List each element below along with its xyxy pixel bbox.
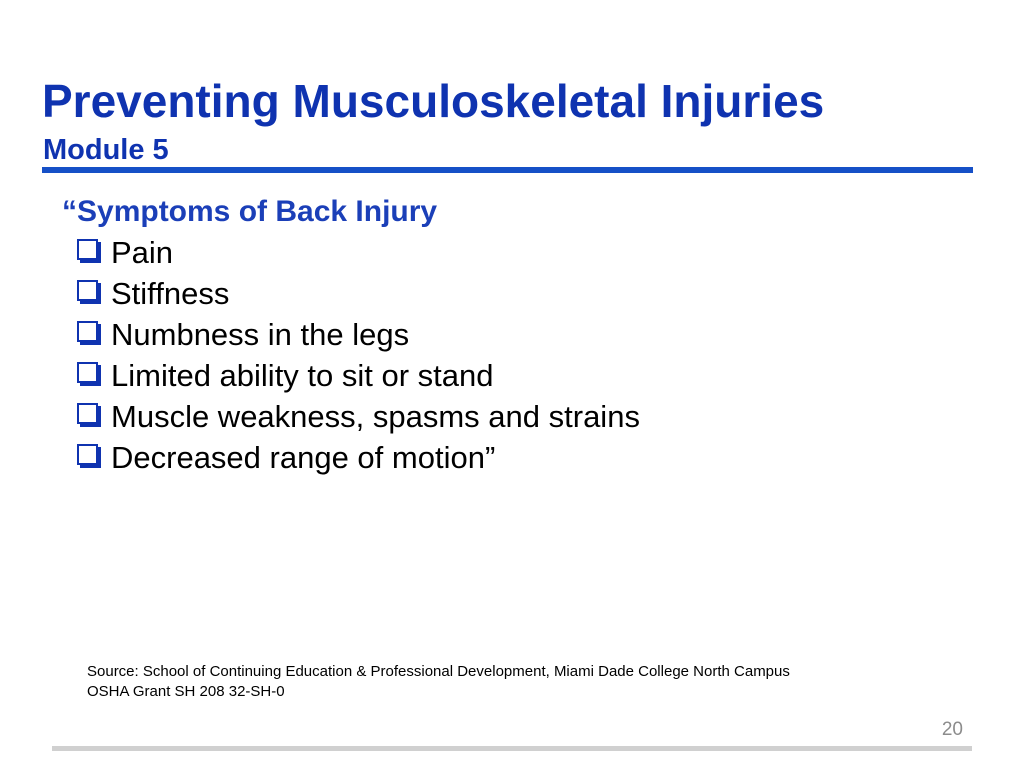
page-number: 20	[941, 719, 963, 740]
section-heading: “Symptoms of Back Injury	[62, 195, 438, 228]
title-divider	[42, 167, 973, 173]
list-item	[76, 232, 640, 273]
list-item	[76, 314, 640, 355]
list-item	[76, 396, 640, 437]
slide-title: Preventing Musculoskeletal Injuries	[42, 75, 825, 127]
footer-divider	[52, 746, 972, 751]
source-line-1: Source: School of Continuing Education & Professional Development, Miami Dade College North Campus	[87, 663, 790, 680]
list-item	[76, 355, 640, 396]
symptom-list	[76, 232, 640, 478]
checkbox-square-icon	[77, 403, 98, 424]
checkbox-square-icon	[77, 239, 98, 260]
list-item-label: Limited ability to sit or stand	[111, 358, 494, 393]
list-item	[76, 437, 640, 478]
source-citation	[87, 662, 790, 702]
source-line-2: OSHA Grant SH 208 32-SH-0	[87, 683, 285, 700]
list-item-label: Muscle weakness, spasms and strains	[111, 399, 640, 434]
slide-subtitle: Module 5	[43, 134, 169, 166]
list-item-label: Decreased range of motion”	[111, 440, 496, 475]
list-item-label: Pain	[111, 235, 174, 270]
list-item	[76, 273, 640, 314]
checkbox-square-icon	[77, 280, 98, 301]
checkbox-square-icon	[77, 444, 98, 465]
checkbox-square-icon	[77, 362, 98, 383]
list-item-label: Numbness in the legs	[111, 317, 410, 352]
list-item-label: Stiffness	[111, 276, 230, 311]
checkbox-square-icon	[77, 321, 98, 342]
